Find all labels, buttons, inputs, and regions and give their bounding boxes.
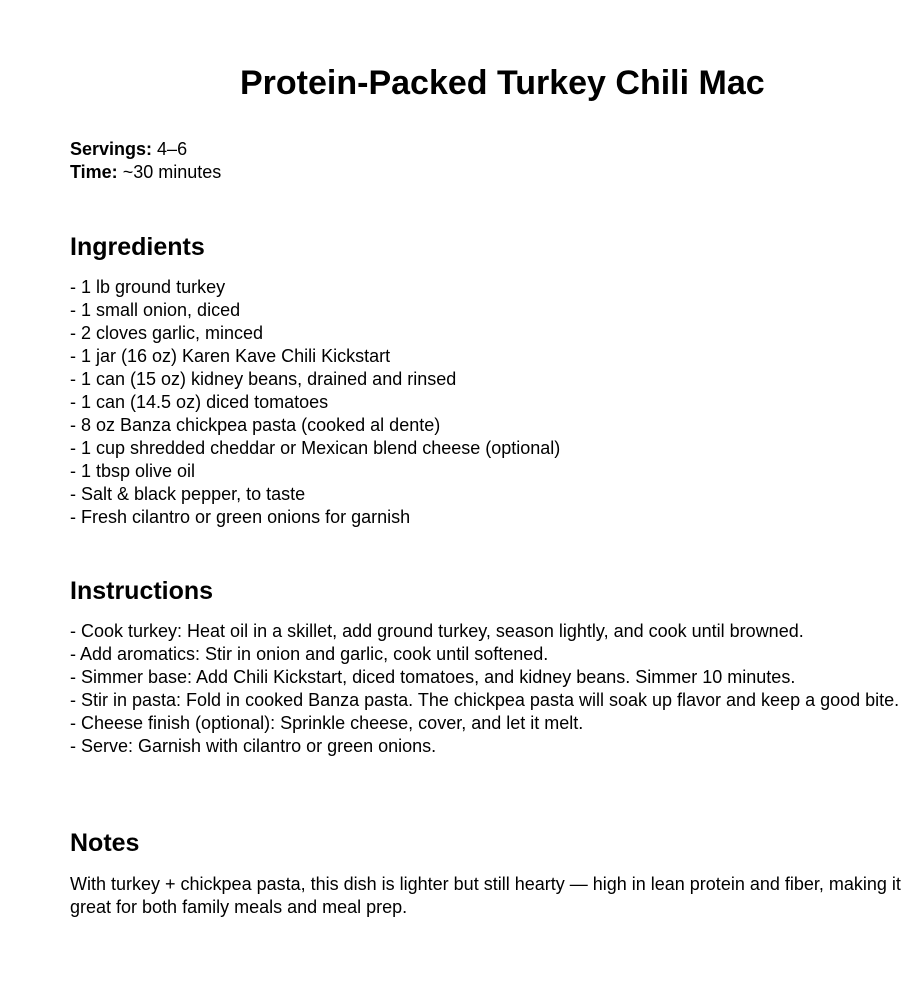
instructions-list bbox=[70, 620, 905, 758]
instructions-heading: Instructions bbox=[70, 577, 214, 605]
ingredient-item: - 1 small onion, diced bbox=[70, 300, 241, 320]
notes-text: With turkey + chickpea pasta, this dish is lighter but still hearty — high in lean protein and fiber, making it great for both family meals and meal prep. bbox=[70, 874, 901, 917]
time-value: ~30 minutes bbox=[122, 162, 222, 182]
notes-heading: Notes bbox=[70, 829, 140, 857]
ingredient-item: - 1 can (15 oz) kidney beans, drained and rinsed bbox=[70, 369, 457, 389]
instruction-step: - Add aromatics: Stir in onion and garlic, cook until softened. bbox=[70, 644, 549, 664]
instruction-step: - Cook turkey: Heat oil in a skillet, add ground turkey, season lightly, and cook until browned. bbox=[70, 621, 804, 641]
servings-label: Servings: bbox=[70, 139, 153, 159]
ingredient-item: - 1 jar (16 oz) Karen Kave Chili Kickstart bbox=[70, 346, 391, 366]
ingredients-heading: Ingredients bbox=[70, 233, 205, 261]
ingredient-item: - 1 cup shredded cheddar or Mexican blend cheese (optional) bbox=[70, 438, 561, 458]
instruction-step: - Simmer base: Add Chili Kickstart, diced tomatoes, and kidney beans. Simmer 10 minutes. bbox=[70, 667, 796, 687]
time-label: Time: bbox=[70, 162, 118, 182]
recipe-title: Protein-Packed Turkey Chili Mac bbox=[240, 64, 765, 102]
ingredient-item: - 1 lb ground turkey bbox=[70, 277, 226, 297]
instruction-step: - Serve: Garnish with cilantro or green onions. bbox=[70, 736, 437, 756]
servings-value: 4–6 bbox=[157, 139, 188, 159]
ingredient-item: - 8 oz Banza chickpea pasta (cooked al dente) bbox=[70, 415, 441, 435]
servings-line bbox=[70, 138, 187, 161]
ingredients-list bbox=[70, 276, 560, 529]
ingredient-item: - 1 can (14.5 oz) diced tomatoes bbox=[70, 392, 329, 412]
instruction-step: - Stir in pasta: Fold in cooked Banza pasta. The chickpea pasta will soak up flavor and keep a good bite. bbox=[70, 690, 900, 710]
ingredient-item: - 1 tbsp olive oil bbox=[70, 461, 196, 481]
time-line bbox=[70, 161, 221, 184]
ingredient-item: - 2 cloves garlic, minced bbox=[70, 323, 264, 343]
ingredient-item: - Fresh cilantro or green onions for garnish bbox=[70, 507, 411, 527]
instruction-step: - Cheese finish (optional): Sprinkle cheese, cover, and let it melt. bbox=[70, 713, 584, 733]
ingredient-item: - Salt & black pepper, to taste bbox=[70, 484, 306, 504]
